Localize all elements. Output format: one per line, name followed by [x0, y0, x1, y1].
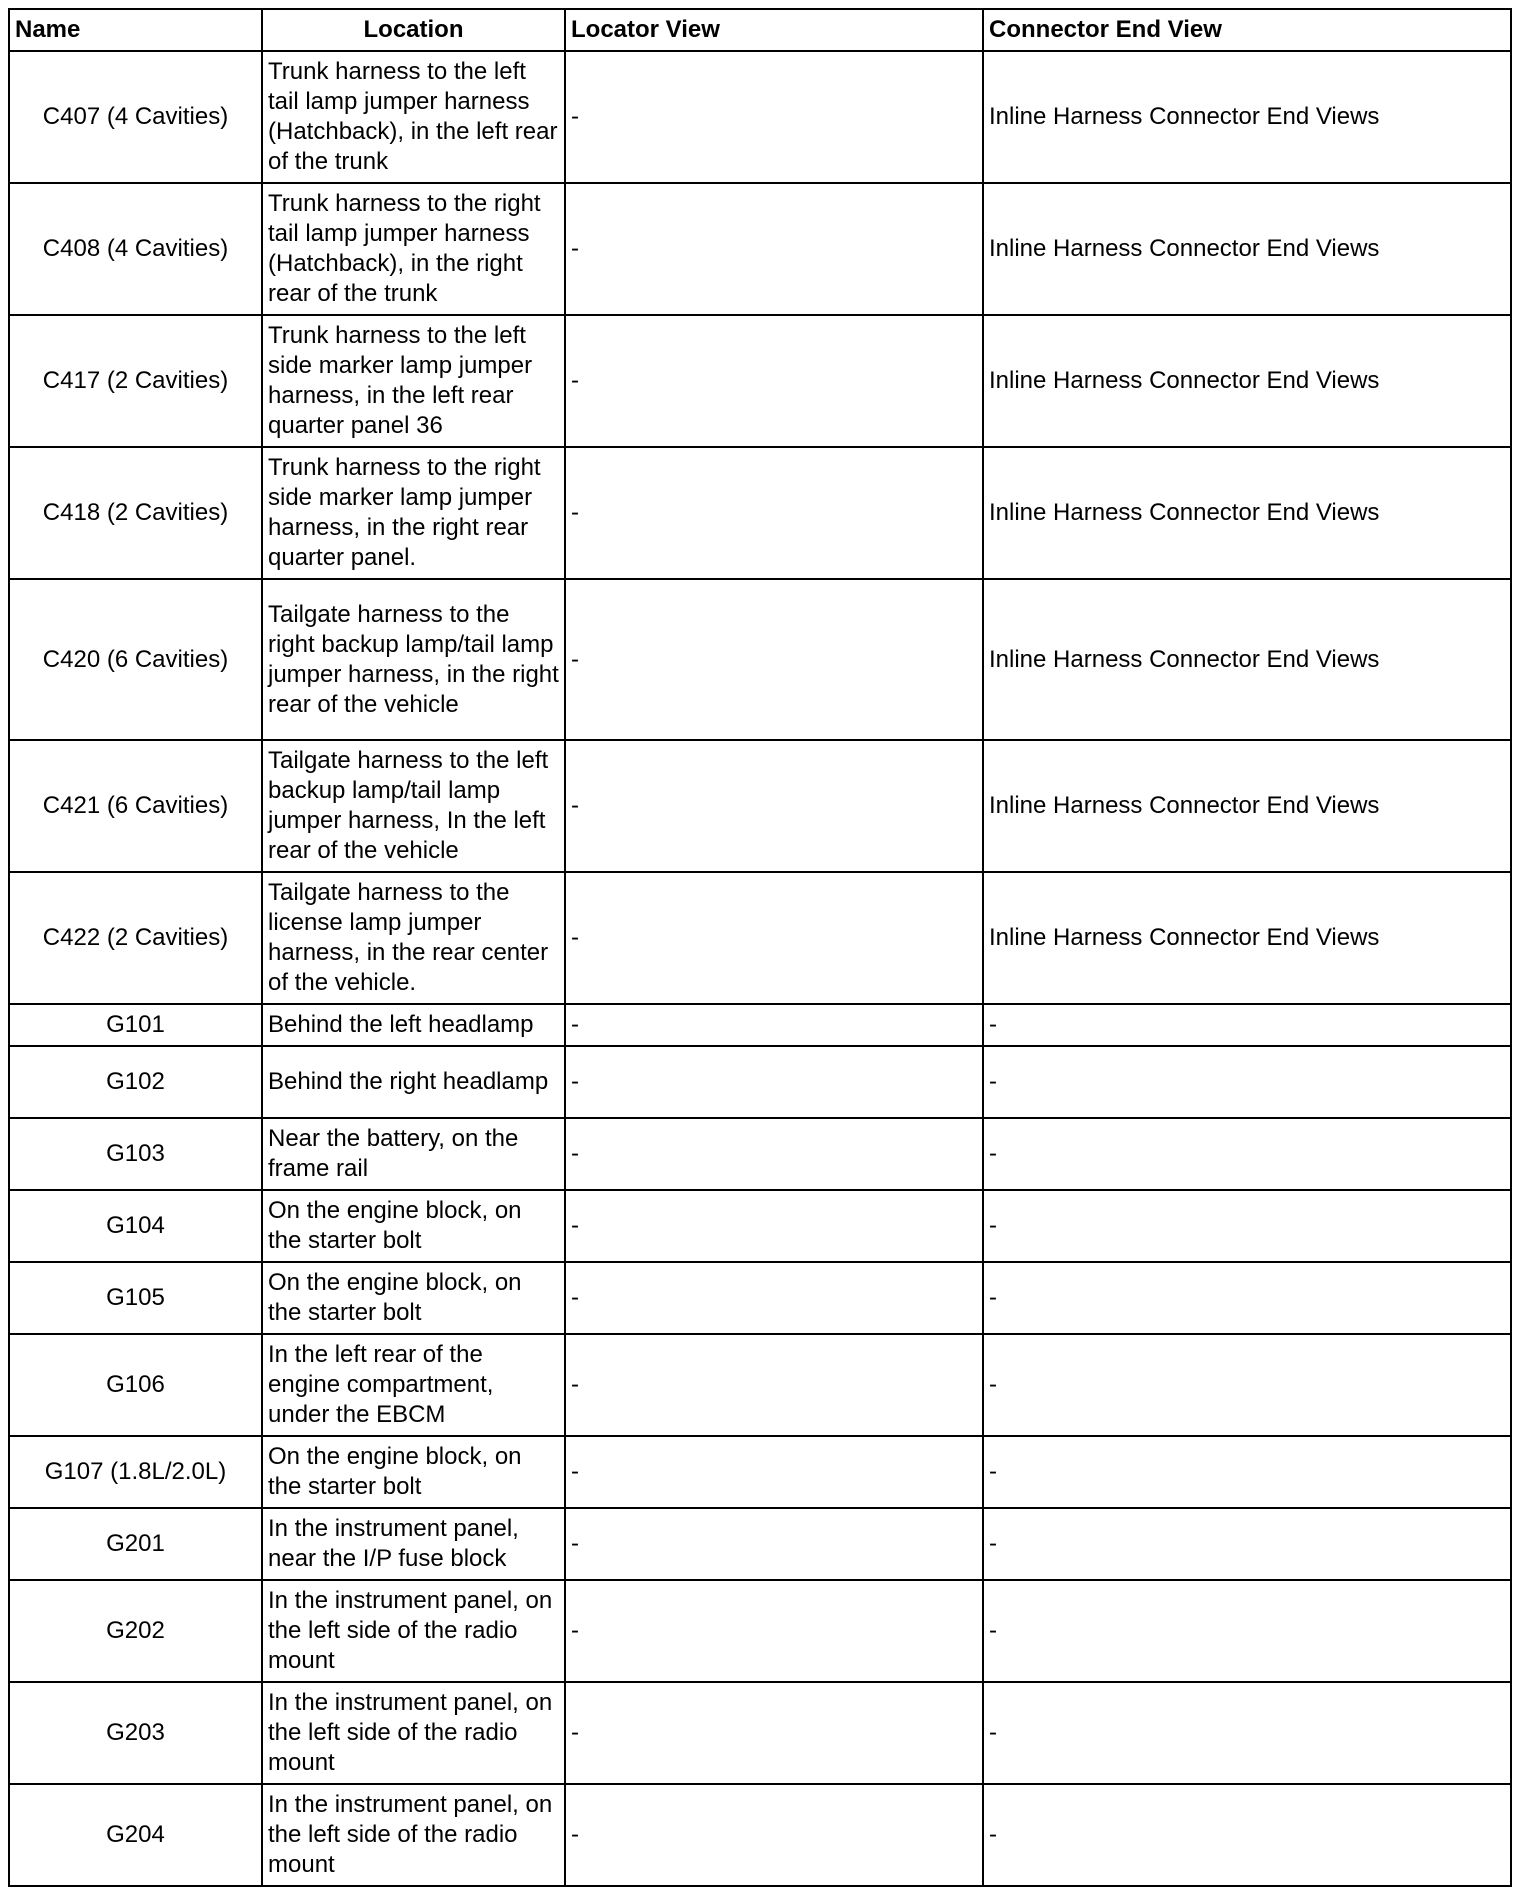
cell-name: G104 [9, 1190, 262, 1262]
cell-name: G204 [9, 1784, 262, 1886]
cell-location: Behind the left headlamp [262, 1004, 565, 1046]
cell-name: C421 (6 Cavities) [9, 740, 262, 872]
cell-connector-end-view: Inline Harness Connector End Views [983, 183, 1511, 315]
table-row [9, 447, 1511, 579]
cell-locator-view: - [565, 1262, 983, 1334]
table-body [9, 51, 1511, 1886]
cell-location: Trunk harness to the right side marker lamp jumper harness, in the right rear quarter panel. [262, 447, 565, 579]
cell-connector-end-view: Inline Harness Connector End Views [983, 315, 1511, 447]
cell-location: On the engine block, on the starter bolt [262, 1190, 565, 1262]
cell-locator-view: - [565, 51, 983, 183]
cell-locator-view: - [565, 1580, 983, 1682]
cell-name: C408 (4 Cavities) [9, 183, 262, 315]
cell-location: Tailgate harness to the right backup lamp/tail lamp jumper harness, in the right rear of the vehicle [262, 579, 565, 740]
cell-name: G107 (1.8L/2.0L) [9, 1436, 262, 1508]
table-row [9, 740, 1511, 872]
cell-locator-view: - [565, 447, 983, 579]
table-row [9, 1262, 1511, 1334]
table-row [9, 1682, 1511, 1784]
cell-location: Tailgate harness to the license lamp jumper harness, in the rear center of the vehicle. [262, 872, 565, 1004]
cell-connector-end-view: - [983, 1784, 1511, 1886]
cell-connector-end-view: - [983, 1190, 1511, 1262]
cell-locator-view: - [565, 579, 983, 740]
cell-location: In the instrument panel, on the left side of the radio mount [262, 1580, 565, 1682]
cell-name: G201 [9, 1508, 262, 1580]
cell-location: In the left rear of the engine compartment, under the EBCM [262, 1334, 565, 1436]
cell-name: C420 (6 Cavities) [9, 579, 262, 740]
cell-locator-view: - [565, 1436, 983, 1508]
header-location: Location [262, 9, 565, 51]
cell-name: G101 [9, 1004, 262, 1046]
cell-locator-view: - [565, 183, 983, 315]
cell-connector-end-view: - [983, 1436, 1511, 1508]
table-row [9, 1436, 1511, 1508]
cell-name: G203 [9, 1682, 262, 1784]
cell-location: In the instrument panel, near the I/P fuse block [262, 1508, 565, 1580]
table-row [9, 183, 1511, 315]
cell-locator-view: - [565, 1682, 983, 1784]
cell-location: Tailgate harness to the left backup lamp/tail lamp jumper harness, In the left rear of the vehicle [262, 740, 565, 872]
cell-connector-end-view: - [983, 1334, 1511, 1436]
cell-name: G103 [9, 1118, 262, 1190]
cell-connector-end-view: - [983, 1580, 1511, 1682]
table-row [9, 51, 1511, 183]
cell-location: On the engine block, on the starter bolt [262, 1436, 565, 1508]
header-connector-end-view: Connector End View [983, 9, 1511, 51]
table-row [9, 1046, 1511, 1118]
cell-name: C417 (2 Cavities) [9, 315, 262, 447]
table-row [9, 315, 1511, 447]
cell-locator-view: - [565, 872, 983, 1004]
cell-name: G106 [9, 1334, 262, 1436]
cell-connector-end-view: - [983, 1508, 1511, 1580]
cell-name: G105 [9, 1262, 262, 1334]
cell-locator-view: - [565, 1118, 983, 1190]
cell-location: Trunk harness to the left tail lamp jumper harness (Hatchback), in the left rear of the trunk [262, 51, 565, 183]
table-row [9, 1784, 1511, 1886]
cell-connector-end-view: Inline Harness Connector End Views [983, 579, 1511, 740]
cell-connector-end-view: Inline Harness Connector End Views [983, 51, 1511, 183]
connector-ground-table [8, 8, 1512, 1887]
cell-connector-end-view: - [983, 1046, 1511, 1118]
cell-location: Near the battery, on the frame rail [262, 1118, 565, 1190]
cell-connector-end-view: - [983, 1118, 1511, 1190]
cell-name: C418 (2 Cavities) [9, 447, 262, 579]
cell-location: Trunk harness to the left side marker lamp jumper harness, in the left rear quarter panel 36 [262, 315, 565, 447]
cell-locator-view: - [565, 1334, 983, 1436]
cell-locator-view: - [565, 740, 983, 872]
cell-location: Trunk harness to the right tail lamp jumper harness (Hatchback), in the right rear of the trunk [262, 183, 565, 315]
cell-locator-view: - [565, 1784, 983, 1886]
cell-location: On the engine block, on the starter bolt [262, 1262, 565, 1334]
header-locator-view: Locator View [565, 9, 983, 51]
cell-name: C407 (4 Cavities) [9, 51, 262, 183]
table-row [9, 1118, 1511, 1190]
cell-connector-end-view: - [983, 1004, 1511, 1046]
table-row [9, 1508, 1511, 1580]
table-row [9, 1004, 1511, 1046]
table-row [9, 872, 1511, 1004]
cell-locator-view: - [565, 315, 983, 447]
cell-name: G102 [9, 1046, 262, 1118]
table-row [9, 579, 1511, 740]
table-row [9, 1190, 1511, 1262]
cell-connector-end-view: - [983, 1262, 1511, 1334]
cell-location: Behind the right headlamp [262, 1046, 565, 1118]
cell-connector-end-view: Inline Harness Connector End Views [983, 872, 1511, 1004]
cell-connector-end-view: Inline Harness Connector End Views [983, 740, 1511, 872]
cell-name: G202 [9, 1580, 262, 1682]
header-name: Name [9, 9, 262, 51]
cell-connector-end-view: Inline Harness Connector End Views [983, 447, 1511, 579]
cell-connector-end-view: - [983, 1682, 1511, 1784]
cell-locator-view: - [565, 1004, 983, 1046]
cell-location: In the instrument panel, on the left side of the radio mount [262, 1784, 565, 1886]
cell-locator-view: - [565, 1190, 983, 1262]
cell-locator-view: - [565, 1046, 983, 1118]
cell-location: In the instrument panel, on the left side of the radio mount [262, 1682, 565, 1784]
cell-name: C422 (2 Cavities) [9, 872, 262, 1004]
cell-locator-view: - [565, 1508, 983, 1580]
table-row [9, 1580, 1511, 1682]
table-row [9, 1334, 1511, 1436]
table-header-row [9, 9, 1511, 51]
